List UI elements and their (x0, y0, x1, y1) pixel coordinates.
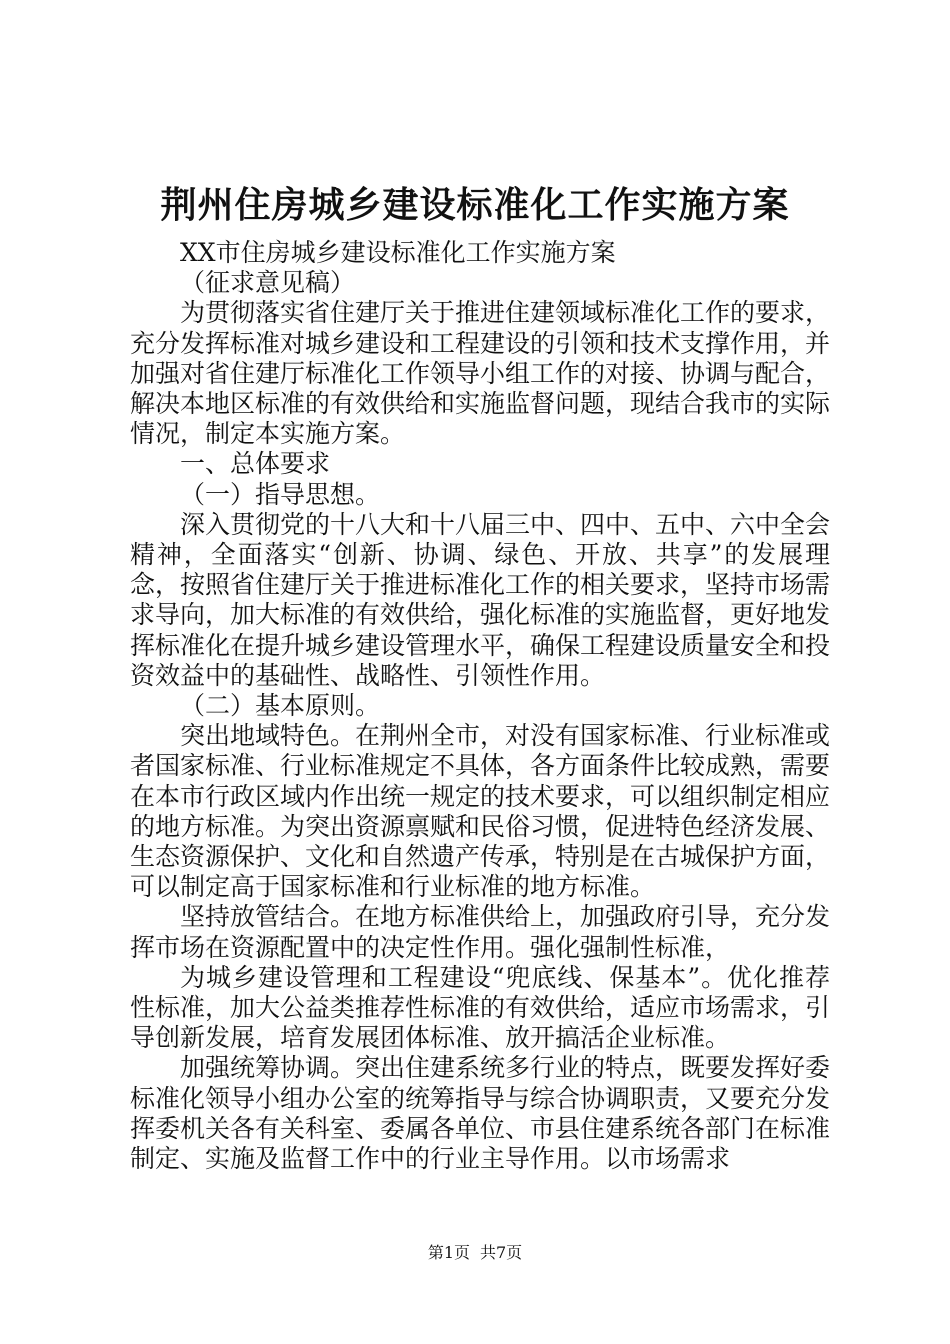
page-number: 第1页 (427, 1243, 470, 1262)
subtitle-paragraph: XX市住房城乡建设标准化工作实施方案 (180, 238, 616, 267)
body-paragraph: 坚持放管结合。在地方标准供给上，加强政府引导，充分发挥市场在资源配置中的决定性作用。强化强制性标准， (130, 902, 831, 962)
document-body (130, 238, 830, 1174)
body-paragraph: 为城乡建设管理和工程建设“兜底线、保基本”。优化推荐性标准，加大公益类推荐性标准的有效供给，适应市场需求，引导创新发展，培育发展团体标准、放开搞活企业标准。 (130, 962, 831, 1053)
document-title: 荆州住房城乡建设标准化工作实施方案 (160, 185, 790, 226)
page-footer (0, 1243, 950, 1263)
page-total: 共7页 (480, 1243, 523, 1262)
body-paragraph: 加强统筹协调。突出住建系统多行业的特点，既要发挥好委标准化领导小组办公室的统筹指导与综合协调职责，又要充分发挥委机关各有关科室、委属各单位、市县住建系统各部门在标准制定、实施及监督工作中的行业主导作用。以市场需求 (130, 1053, 831, 1174)
body-paragraph: 深入贯彻党的十八大和十八届三中、四中、五中、六中全会精神，全面落实“创新、协调、绿色、开放、共享”的发展理念，按照省住建厅关于推进标准化工作的相关要求，坚持市场需求导向，加大标准的有效供给，强化标准的实施监督，更好地发挥标准化在提升城乡建设管理水平，确保工程建设质量安全和投资效益中的基础性、战略性、引领性作用。 (130, 509, 831, 690)
draft-note-paragraph: （征求意见稿） (180, 268, 356, 298)
subsection-heading: （二）基本原则。 (180, 691, 381, 721)
section-heading: 一、总体要求 (180, 449, 331, 479)
body-paragraph: 为贯彻落实省住建厅关于推进住建领域标准化工作的要求，充分发挥标准对城乡建设和工程建设的引领和技术支撑作用，并加强对省住建厅标准化工作领导小组工作的对接、协调与配合，解决本地区标准的有效供给和实施监督问题，现结合我市的实际情况，制定本实施方案。 (130, 298, 831, 449)
body-paragraph: 突出地域特色。在荆州全市，对没有国家标准、行业标准或者国家标准、行业标准规定不具体，各方面条件比较成熟，需要在本市行政区域内作出统一规定的技术要求，可以组织制定相应的地方标准。为突出资源禀赋和民俗习惯，促进特色经济发展、生态资源保护、文化和自然遗产传承，特别是在古城保护方面，可以制定高于国家标准和行业标准的地方标准。 (130, 721, 831, 902)
subsection-heading: （一）指导思想。 (180, 479, 381, 509)
